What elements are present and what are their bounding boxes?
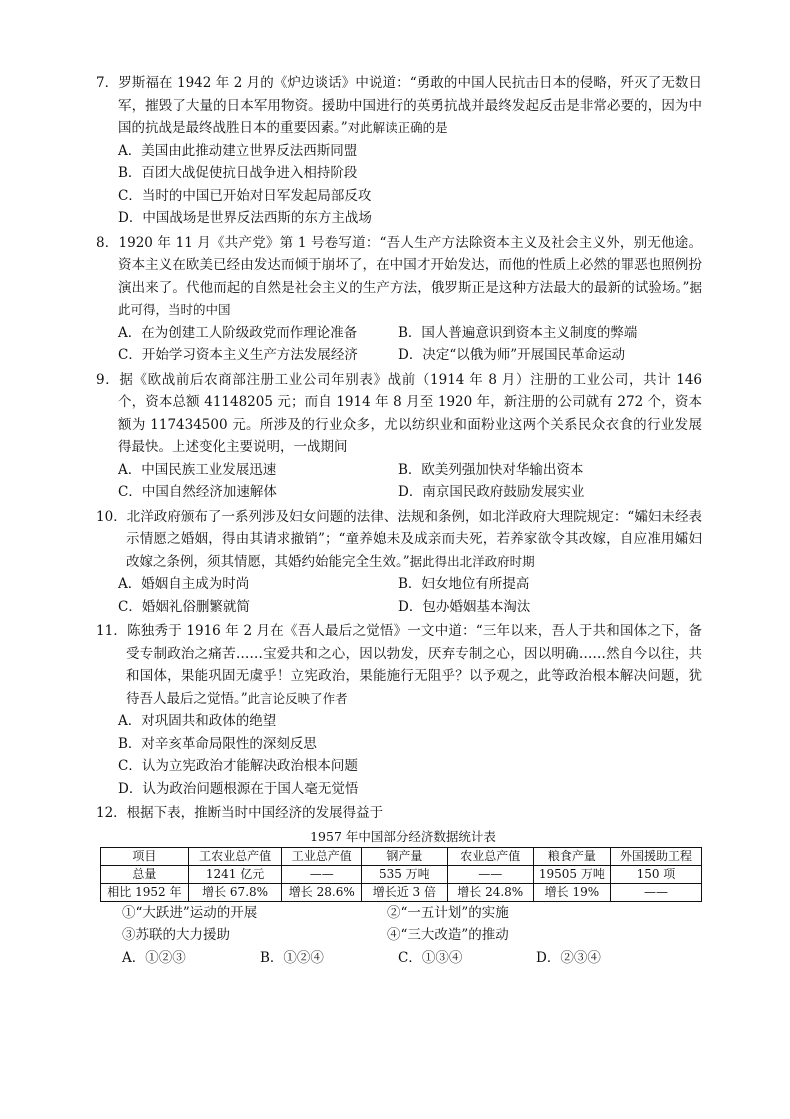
statement-3: ③苏联的大力援助 (122, 927, 230, 943)
table-cell: 19505 万吨 (533, 865, 610, 883)
table-title: 1957 年中国部分经济数据统计表 (310, 828, 496, 844)
statement-4: ④“三大改造”的推动 (387, 927, 509, 943)
table-cell: —— (610, 883, 701, 901)
option-d[interactable]: D．决定“以俄为师”开展国民革命运动 (398, 347, 626, 363)
table-cell: 150 项 (610, 865, 701, 883)
question-8 (96, 232, 702, 367)
question-prompt: 据此得出北洋政府时期 (409, 553, 535, 569)
table-cell: 相比 1952 年 (101, 883, 189, 901)
option-d[interactable]: D．②③④ (536, 949, 601, 966)
table-cell: 增长近 3 倍 (362, 883, 447, 901)
question-stem: 11．陈独秀于 1916 年 2 月在《吾人最后之觉悟》一文中道：“三年以来，吾人于共和国体之下，备受专制政治之痛苦……宝爱共和之心，因以勃发，厌弃专制之心，因以明确……然自今以往，共和国体，果能巩固无虞乎！立宪政治，果能施行无阻乎？以予观之，此等政治根本解决问题，犹待吾人最后之觉悟。”此言论反映了作者 (96, 623, 702, 707)
option-a[interactable]: A．①②③ (122, 949, 186, 966)
table-cell: —— (282, 865, 362, 883)
option-a[interactable]: A．中国民族工业发展迅速 (118, 461, 277, 478)
table-cell: 增长 24.8% (447, 883, 533, 901)
option-list (96, 322, 702, 367)
option-a[interactable]: A．婚姻自主成为时尚 (118, 576, 250, 592)
table-header-row (101, 847, 702, 865)
table-header-cell: 工业总产值 (282, 847, 362, 865)
question-stem: 7．罗斯福在 1942 年 2 月的《炉边谈话》中说道：“勇敢的中国人民抗击日本的侵略，歼灭了无数日军，摧毁了大量的日本军用物资。援助中国进行的英勇抗战并最终发起反击是非常必要的，因为中国的抗战是最终战胜日本的重要因素。”对此解读正确的是 (96, 75, 702, 136)
option-d[interactable]: D．包办婚姻基本淘汰 (398, 598, 531, 615)
question-stem: 12．根据下表，推断当时中国经济的发展得益于 (96, 805, 384, 821)
option-c[interactable]: C．婚姻礼俗删繁就简 (118, 598, 250, 615)
table-row (101, 883, 702, 901)
question-stem: 8．1920 年 11 月《共产党》第 1 号卷写道：“吾人生产方法除资本主义及社会主义外，别无他途。资本主义在欧美已经由发达而倾于崩坏了，在中国才开始发达，而他的性质上必然的罪恶也照例扮演出来了。代他而起的自然是社会主义的生产方法，俄罗斯正是这种方法最大的最新的试验场。”据此可得，当时的中国 (96, 234, 702, 317)
option-c[interactable]: C．认为立宪政治才能解决政治根本问题 (118, 758, 358, 774)
question-11 (96, 620, 702, 800)
option-a[interactable]: A．美国由此推动建立世界反法西斯同盟 (118, 142, 358, 159)
option-list (96, 947, 702, 970)
table-header-cell: 钢产量 (362, 847, 447, 865)
table-header-cell: 项目 (101, 847, 189, 865)
statement-list (96, 902, 702, 947)
table-cell: 1241 亿元 (188, 865, 282, 883)
option-b[interactable]: B．百团大战促使抗日战争进入相持阶段 (118, 165, 358, 181)
table-cell: 535 万吨 (362, 865, 447, 883)
table-cell: 增长 19% (533, 883, 610, 901)
option-c[interactable]: C．①③④ (398, 949, 463, 966)
option-d[interactable]: D．认为政治问题根源在于国人毫无觉悟 (118, 780, 359, 797)
question-prompt: 对此解读正确的是 (347, 120, 448, 135)
table-cell: 增长 67.8% (188, 883, 282, 901)
table-cell: —— (447, 865, 533, 883)
table-cell: 总量 (101, 865, 189, 883)
option-c[interactable]: C．中国自然经济加速解体 (118, 484, 277, 500)
question-stem: 10．北洋政府颁布了一系列涉及妇女问题的法律、法规和条例，如北洋政府大理院规定：“孀妇未经表示情愿之婚姻，得由其请求撤销”；“童养媳未及成亲而夫死，若养家欲令其改嫁，自应准用孀妇改嫁之条例，须其情愿，其婚约始能完全生效。”据此得出北洋政府时期 (96, 508, 702, 570)
option-b[interactable]: B．对辛亥革命局限性的深刻反思 (118, 735, 317, 752)
statement-2: ②“一五计划”的实施 (387, 904, 509, 921)
table-header-cell: 农业总产值 (447, 847, 533, 865)
option-b[interactable]: B．①②④ (260, 949, 324, 966)
question-stem: 9．据《欧战前后农商部注册工业公司年别表》战前（1914 年 8 月）注册的工业公司，共计 146 个，资本总额 41148205 元；而自 1914 年 8 月至 1920 年，新注册的公司就有 272 个，资本额为 117434500 元。所涉及的行业众多，尤以纺织业和面粉业这两个关系民众衣食的行业发展得最快。上述变化主要说明，一战期间 (96, 371, 702, 455)
option-list (96, 573, 702, 618)
option-list (96, 140, 702, 230)
option-c[interactable]: C．当时的中国已开始对日军发起局部反攻 (118, 187, 372, 204)
option-a[interactable]: A．对巩固共和政体的绝望 (118, 713, 277, 729)
table-header-cell: 外国援助工程 (610, 847, 701, 865)
question-10 (96, 506, 702, 619)
option-a[interactable]: A．在为创建工人阶级政党而作理论准备 (118, 324, 358, 341)
economic-data-table (100, 847, 702, 902)
table-cell: 增长 28.6% (282, 883, 362, 901)
table-header-cell: 工农业总产值 (188, 847, 282, 865)
option-b[interactable]: B．国人普遍意识到资本主义制度的弊端 (398, 324, 638, 341)
statement-1: ①“大跃进”运动的开展 (122, 904, 258, 921)
question-prompt: 据此可得，当时的中国 (118, 279, 702, 317)
table-row (101, 865, 702, 883)
option-b[interactable]: B．欧美列强加快对华输出资本 (398, 461, 584, 478)
question-7 (96, 72, 702, 230)
question-prompt: 此言论反映了作者 (247, 690, 348, 706)
question-9 (96, 369, 702, 504)
option-d[interactable]: D．中国战场是世界反法西斯的东方主战场 (118, 210, 372, 226)
question-12 (96, 802, 702, 969)
option-list (96, 459, 702, 504)
table-header-cell: 粮食产量 (533, 847, 610, 865)
option-list (96, 710, 702, 800)
option-b[interactable]: B．妇女地位有所提高 (398, 576, 530, 592)
option-c[interactable]: C．开始学习资本主义生产方法发展经济 (118, 347, 358, 363)
option-d[interactable]: D．南京国民政府鼓励发展实业 (398, 484, 585, 500)
